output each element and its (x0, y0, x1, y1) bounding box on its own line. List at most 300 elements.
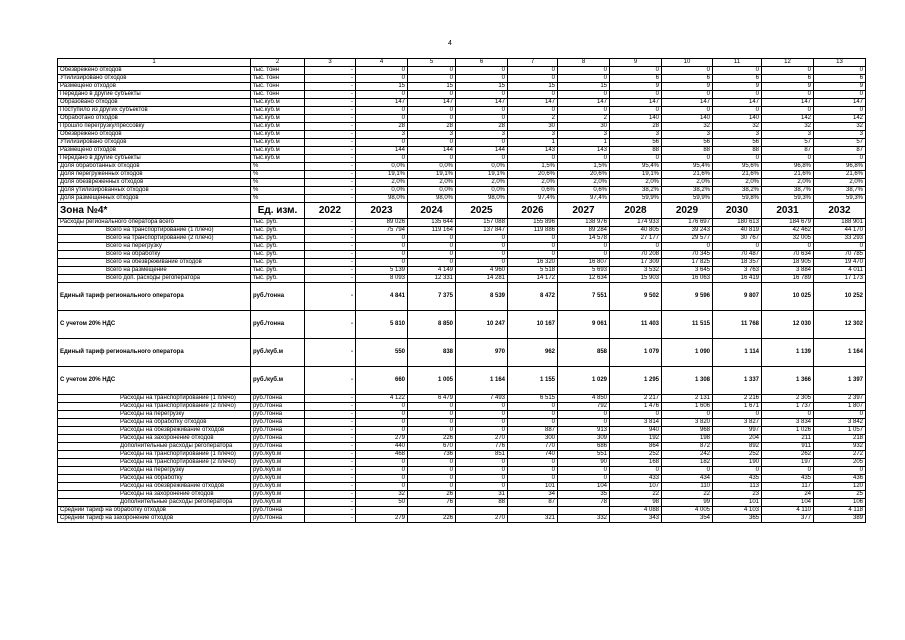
value-cell: 0 (408, 251, 456, 259)
value-cell: - (305, 139, 356, 147)
value-cell: 137 847 (456, 227, 508, 235)
value-cell: 5 810 (356, 311, 408, 339)
row-label-cell: Расходы регионального оператора всего (58, 219, 251, 227)
value-cell: 6 (814, 75, 866, 83)
value-cell: 0 (508, 243, 558, 251)
table-row (58, 443, 866, 451)
value-cell: 1 005 (408, 367, 456, 395)
value-cell: 434 (662, 475, 713, 483)
value-cell: 3 842 (814, 419, 866, 427)
value-cell: - (305, 107, 356, 115)
value-cell: 0 (356, 483, 408, 491)
value-cell: 30 767 (713, 235, 762, 243)
unit-cell: тыс. тонн (251, 75, 305, 83)
value-cell: 2,0% (356, 179, 408, 187)
value-cell: 0 (456, 67, 508, 75)
value-cell: 4 118 (814, 507, 866, 515)
value-cell: 29 577 (662, 235, 713, 243)
value-cell: 218 (814, 435, 866, 443)
value-cell: 16 063 (662, 275, 713, 283)
value-cell: - (305, 115, 356, 123)
value-cell: 10 167 (508, 311, 558, 339)
row-label-cell: Всего на транспортирование (1 плечо) (58, 227, 251, 235)
unit-cell: % (251, 171, 305, 179)
value-cell: 59,9% (610, 195, 662, 203)
table-row (58, 83, 866, 91)
value-cell: 88 (662, 147, 713, 155)
table-row (58, 475, 866, 483)
value-cell: 1 366 (762, 367, 814, 395)
value-cell: 2,0% (762, 179, 814, 187)
value-cell: 0 (408, 75, 456, 83)
value-cell: 3 (456, 131, 508, 139)
table-row (58, 147, 866, 155)
value-cell: 26 (408, 491, 456, 499)
row-label-cell: Расходы на транспортирование (1 плечо) (58, 395, 251, 403)
value-cell: 0 (356, 459, 408, 467)
value-cell: 15 (356, 83, 408, 91)
value-cell: - (305, 411, 356, 419)
value-cell: 0 (814, 467, 866, 475)
value-cell: 34 (508, 491, 558, 499)
unit-cell: руб./тонна (251, 419, 305, 427)
value-cell: 4 088 (610, 507, 662, 515)
value-cell: 104 (558, 483, 610, 491)
unit-cell: руб./тонна (251, 403, 305, 411)
value-cell: 0 (456, 155, 508, 163)
value-cell: 9 061 (558, 311, 610, 339)
value-cell: 0,0% (408, 187, 456, 195)
unit-cell: руб./куб.м (251, 483, 305, 491)
table-row (58, 75, 866, 83)
value-cell: 0 (814, 107, 866, 115)
value-cell: 10 247 (456, 311, 508, 339)
value-cell: 0,0% (408, 163, 456, 171)
value-cell: 4 103 (713, 507, 762, 515)
value-cell: 433 (610, 475, 662, 483)
value-cell: 8 093 (356, 275, 408, 283)
column-number-cell: 8 (558, 59, 610, 67)
table-row (58, 227, 866, 235)
row-label-cell: Доля обезвреженных отходов (58, 179, 251, 187)
value-cell: 2,0% (456, 179, 508, 187)
value-cell: 252 (610, 451, 662, 459)
value-cell: 144 (356, 147, 408, 155)
value-cell: 1,5% (508, 163, 558, 171)
value-cell: 12 331 (408, 275, 456, 283)
value-cell: 6 (662, 75, 713, 83)
value-cell: 0 (558, 75, 610, 83)
column-number-row (58, 59, 866, 67)
value-cell: 142 (762, 115, 814, 123)
value-cell: 21,6% (762, 171, 814, 179)
value-cell: 12 634 (558, 275, 610, 283)
value-cell: 0 (356, 67, 408, 75)
table-row (58, 131, 866, 139)
value-cell: 6 (713, 75, 762, 83)
table-row (58, 283, 866, 311)
value-cell: 144 (408, 147, 456, 155)
value-cell: 117 (762, 483, 814, 491)
value-cell: 0 (762, 411, 814, 419)
column-number-cell: 5 (408, 59, 456, 67)
unit-cell: руб./куб.м (251, 467, 305, 475)
value-cell: 4 005 (662, 507, 713, 515)
table-row (58, 123, 866, 131)
value-cell: 70 487 (713, 251, 762, 259)
value-cell: 19,1% (456, 171, 508, 179)
value-cell: 19,1% (356, 171, 408, 179)
value-cell: - (305, 475, 356, 483)
value-cell: 12 030 (762, 311, 814, 339)
value-cell: 0 (456, 459, 508, 467)
value-cell: 15 (508, 83, 558, 91)
value-cell: 0 (713, 107, 762, 115)
value-cell: - (305, 91, 356, 99)
table-row (58, 219, 866, 227)
value-cell: 911 (762, 443, 814, 451)
value-cell: - (305, 443, 356, 451)
value-cell: 940 (610, 427, 662, 435)
table-row (58, 419, 866, 427)
value-cell: 147 (713, 99, 762, 107)
table-row (58, 507, 866, 515)
value-cell: 39 243 (662, 227, 713, 235)
row-label-cell: Расходы на транспортирование (1 плечо) (58, 451, 251, 459)
column-number-cell: 7 (508, 59, 558, 67)
value-cell: 174 933 (610, 219, 662, 227)
value-cell: 0 (558, 467, 610, 475)
row-label-cell: Расходы на обезвреживание отходов (58, 483, 251, 491)
value-cell: 78 (558, 499, 610, 507)
value-cell: 0 (814, 155, 866, 163)
row-label-cell: Средний тариф на обработку отходов (58, 507, 251, 515)
value-cell: 87 (508, 499, 558, 507)
row-label-cell: Дополнительные расходы регоператора (58, 499, 251, 507)
value-cell: 913 (558, 427, 610, 435)
value-cell: 147 (408, 99, 456, 107)
value-cell: 59,8% (713, 195, 762, 203)
value-cell: 3 884 (762, 267, 814, 275)
value-cell: 20,6% (558, 171, 610, 179)
unit-cell: тыс. тонн (251, 67, 305, 75)
value-cell: 887 (508, 427, 558, 435)
value-cell: 32 (762, 123, 814, 131)
value-cell: 147 (814, 99, 866, 107)
row-label-cell: Образовано отходов (58, 99, 251, 107)
row-label-cell: Передано в другие субъекты (58, 155, 251, 163)
table-row (58, 171, 866, 179)
value-cell: 0 (356, 251, 408, 259)
value-cell: 1 308 (662, 367, 713, 395)
unit-cell: тыс. руб. (251, 235, 305, 243)
value-cell: 1 337 (713, 367, 762, 395)
value-cell: 0,6% (508, 187, 558, 195)
unit-cell: тыс. руб. (251, 219, 305, 227)
unit-cell: руб./тонна (251, 395, 305, 403)
value-cell: 176 697 (662, 219, 713, 227)
value-cell: 0 (456, 419, 508, 427)
value-cell: 19 470 (814, 259, 866, 267)
row-label-cell: Расходы на перегрузку (58, 411, 251, 419)
value-cell: 0 (408, 411, 456, 419)
table-row (58, 311, 866, 339)
value-cell (508, 507, 558, 515)
value-cell: 2 305 (762, 395, 814, 403)
value-cell: 3 763 (713, 267, 762, 275)
unit-cell: руб./тонна (251, 435, 305, 443)
value-cell: 0 (356, 419, 408, 427)
value-cell: 2,0% (508, 179, 558, 187)
value-cell: 14 172 (508, 275, 558, 283)
table-row (58, 491, 866, 499)
table-row (58, 107, 866, 115)
value-cell: 792 (558, 403, 610, 411)
table-row (58, 195, 866, 203)
value-cell: 858 (558, 339, 610, 367)
value-cell: 0 (762, 155, 814, 163)
value-cell: 2025 (456, 203, 508, 219)
unit-cell: тыс. руб. (251, 227, 305, 235)
value-cell: 28 (610, 123, 662, 131)
table-row (58, 459, 866, 467)
value-cell: 279 (356, 435, 408, 443)
value-cell: 0 (456, 427, 508, 435)
value-cell: 197 (762, 459, 814, 467)
value-cell: 2 397 (814, 395, 866, 403)
value-cell: 106 (814, 499, 866, 507)
value-cell: 98,0% (456, 195, 508, 203)
table-row (58, 515, 866, 523)
value-cell: 300 (508, 435, 558, 443)
table-row (58, 403, 866, 411)
value-cell: 188 901 (814, 219, 866, 227)
unit-cell: руб./тонна (251, 507, 305, 515)
value-cell: 970 (456, 339, 508, 367)
value-cell: 56 (610, 139, 662, 147)
value-cell: 4 122 (356, 395, 408, 403)
value-cell: 56 (713, 139, 762, 147)
row-label-cell: Расходы на обработку (58, 475, 251, 483)
value-cell: - (305, 227, 356, 235)
value-cell: 59,9% (662, 195, 713, 203)
value-cell: 1 079 (610, 339, 662, 367)
value-cell: 0,0% (356, 163, 408, 171)
value-cell (356, 507, 408, 515)
value-cell: - (305, 259, 356, 267)
value-cell: - (305, 467, 356, 475)
unit-cell: % (251, 163, 305, 171)
value-cell: 0 (408, 259, 456, 267)
value-cell: 88 (610, 147, 662, 155)
value-cell: 205 (814, 459, 866, 467)
value-cell: 38,2% (610, 187, 662, 195)
value-cell: 0 (662, 155, 713, 163)
value-cell: 468 (356, 451, 408, 459)
column-number-cell: 2 (251, 59, 305, 67)
value-cell: 8 472 (508, 283, 558, 311)
value-cell: 18 357 (713, 259, 762, 267)
value-cell: 0 (558, 419, 610, 427)
value-cell: 0 (558, 243, 610, 251)
value-cell: 9 (713, 83, 762, 91)
value-cell: 140 (662, 115, 713, 123)
unit-cell: руб./куб.м (251, 451, 305, 459)
value-cell: - (305, 403, 356, 411)
value-cell: 4 841 (356, 283, 408, 311)
column-number-cell: 13 (814, 59, 866, 67)
value-cell: 119 164 (408, 227, 456, 235)
unit-cell: тыс. руб. (251, 251, 305, 259)
value-cell: 0 (762, 467, 814, 475)
value-cell: 1 397 (814, 367, 866, 395)
value-cell: 2 216 (713, 395, 762, 403)
value-cell: 354 (662, 515, 713, 523)
value-cell: 21,6% (662, 171, 713, 179)
row-label-cell: Прошло перегрузку/прессовку (58, 123, 251, 131)
unit-cell: тыс.куб.м (251, 107, 305, 115)
value-cell: 2,0% (408, 179, 456, 187)
value-cell: 0 (356, 91, 408, 99)
value-cell (558, 507, 610, 515)
value-cell: 3 834 (762, 419, 814, 427)
row-label-cell: Средний тариф на захоронение отходов (58, 515, 251, 523)
value-cell: 9 807 (713, 283, 762, 311)
value-cell: 1 057 (814, 427, 866, 435)
unit-cell: % (251, 179, 305, 187)
table-row (58, 91, 866, 99)
value-cell: 0,0% (456, 163, 508, 171)
value-cell: 17 309 (610, 259, 662, 267)
value-cell: 776 (456, 443, 508, 451)
row-label-cell: Размещено отходов (58, 83, 251, 91)
value-cell: 11 515 (662, 311, 713, 339)
value-cell: 30 (508, 123, 558, 131)
value-cell: - (305, 235, 356, 243)
value-cell: 157 088 (456, 219, 508, 227)
value-cell: 309 (558, 435, 610, 443)
value-cell: 7 551 (558, 283, 610, 311)
value-cell: 98,0% (356, 195, 408, 203)
value-cell: 38,2% (662, 187, 713, 195)
table-row (58, 155, 866, 163)
value-cell: 0 (508, 459, 558, 467)
value-cell: - (305, 515, 356, 523)
value-cell: 32 (814, 123, 866, 131)
value-cell: 75 794 (356, 227, 408, 235)
value-cell: 0 (713, 91, 762, 99)
value-cell: 0 (408, 403, 456, 411)
value-cell: 740 (508, 451, 558, 459)
unit-cell: руб./тонна (251, 427, 305, 435)
value-cell: - (305, 483, 356, 491)
column-number-cell: 9 (610, 59, 662, 67)
page-number: 4 (448, 40, 452, 47)
row-label-cell: Обработано отходов (58, 115, 251, 123)
value-cell: 9 (762, 83, 814, 91)
value-cell: 144 (456, 147, 508, 155)
value-cell: 279 (356, 515, 408, 523)
value-cell: 14 578 (558, 235, 610, 243)
value-cell: 0 (662, 107, 713, 115)
value-cell: 140 (713, 115, 762, 123)
value-cell: 0 (356, 259, 408, 267)
value-cell: 9 (610, 83, 662, 91)
value-cell: - (305, 195, 356, 203)
value-cell: 1 155 (508, 367, 558, 395)
value-cell: 0 (558, 67, 610, 75)
value-cell: - (305, 283, 356, 311)
row-label-cell: Всего на размещение (58, 267, 251, 275)
table-row (58, 267, 866, 275)
value-cell: 6 (610, 75, 662, 83)
value-cell: 4 011 (814, 267, 866, 275)
value-cell: 3 532 (610, 267, 662, 275)
value-cell: 0 (408, 467, 456, 475)
value-cell: 389 (814, 515, 866, 523)
value-cell: 2024 (408, 203, 456, 219)
value-cell: 0 (408, 91, 456, 99)
value-cell (408, 507, 456, 515)
value-cell: 0 (713, 411, 762, 419)
value-cell: 1 114 (713, 339, 762, 367)
value-cell: 140 (610, 115, 662, 123)
value-cell: 44 170 (814, 227, 866, 235)
value-cell: 0 (814, 91, 866, 99)
unit-cell: руб./тонна (251, 411, 305, 419)
value-cell: - (305, 147, 356, 155)
value-cell: 70 785 (814, 251, 866, 259)
value-cell: 10 025 (762, 283, 814, 311)
value-cell: 107 (610, 483, 662, 491)
row-label-cell: Расходы на захоронение отходов (58, 491, 251, 499)
unit-cell: тыс.куб.м (251, 131, 305, 139)
table-row (58, 243, 866, 251)
value-cell: 2 131 (662, 395, 713, 403)
value-cell: 0 (558, 107, 610, 115)
value-cell: - (305, 251, 356, 259)
value-cell: 0 (662, 67, 713, 75)
value-cell: 70 634 (762, 251, 814, 259)
value-cell: 21,6% (713, 171, 762, 179)
value-cell: 0 (456, 91, 508, 99)
value-cell: 7 493 (456, 395, 508, 403)
value-cell: 0 (762, 107, 814, 115)
value-cell: 3 (356, 131, 408, 139)
row-label-cell: С учетом 20% НДС (58, 367, 251, 395)
value-cell (456, 507, 508, 515)
value-cell: 16 320 (508, 259, 558, 267)
column-number-cell: 11 (713, 59, 762, 67)
value-cell: 16 419 (713, 275, 762, 283)
value-cell: 0 (762, 91, 814, 99)
value-cell: 365 (713, 515, 762, 523)
row-label-cell: Утилизировано отходов (58, 139, 251, 147)
value-cell: 0 (408, 67, 456, 75)
row-label-cell: Всего доп. расходы регоператора (58, 275, 251, 283)
value-cell: 0,6% (558, 187, 610, 195)
value-cell: 0 (408, 115, 456, 123)
value-cell: 435 (762, 475, 814, 483)
row-label-cell: Расходы на транспортирование (2 плечо) (58, 459, 251, 467)
value-cell: 0 (408, 107, 456, 115)
value-cell: 2027 (558, 203, 610, 219)
column-number-cell: 4 (356, 59, 408, 67)
unit-cell: тыс. руб. (251, 243, 305, 251)
value-cell: 3 (814, 131, 866, 139)
value-cell: 57 (814, 139, 866, 147)
value-cell: 147 (662, 99, 713, 107)
